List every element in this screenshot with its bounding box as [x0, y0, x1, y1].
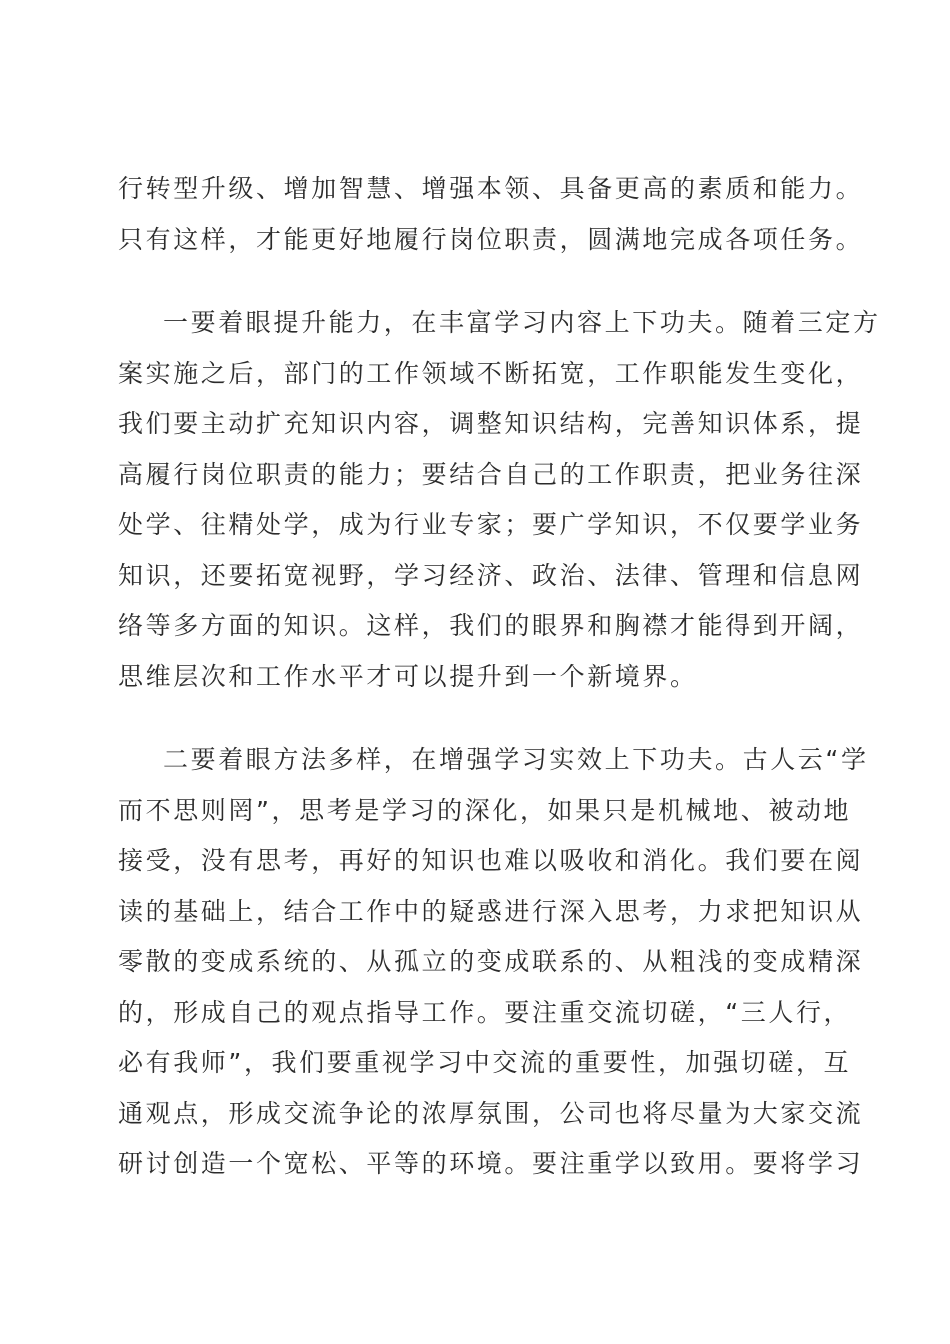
- text-line: 二要着眼方法多样，在增强学习实效上下功夫。古人云“学: [163, 745, 869, 774]
- text-line: 高履行岗位职责的能力；要结合自己的工作职责，把业务往深: [118, 459, 864, 489]
- text-line: 零散的变成系统的、从孤立的变成联系的、从粗浅的变成精深: [118, 947, 864, 976]
- text-line: 络等多方面的知识。这样，我们的眼界和胸襟才能得到开阔，: [118, 611, 864, 640]
- text-line: 处学、往精处学，成为行业专家；要广学知识，不仅要学业务: [118, 510, 864, 539]
- text-line: 思维层次和工作水平才可以提升到一个新境界。: [118, 661, 698, 691]
- text-line: 接受，没有思考，再好的知识也难以吸收和消化。我们要在阅: [118, 846, 864, 875]
- text-line: 研讨创造一个宽松、平等的环境。要注重学以致用。要将学习: [118, 1149, 864, 1178]
- text-line: 只有这样，才能更好地履行岗位职责，圆满地完成各项任务。: [118, 224, 864, 254]
- text-line: 行转型升级、增加智慧、增强本领、具备更高的素质和能力。: [118, 174, 864, 203]
- paragraph-2: [118, 298, 881, 702]
- text-line: 必有我师”，我们要重视学习中交流的重要性，加强切磋，互: [118, 1048, 852, 1077]
- text-line: 的，形成自己的观点指导工作。要注重交流切磋，“三人行，: [118, 997, 852, 1027]
- text-line: 而不思则罔”，思考是学习的深化，如果只是机械地、被动地: [118, 795, 852, 825]
- text-line: 通观点，形成交流争论的浓厚氛围，公司也将尽量为大家交流: [118, 1098, 864, 1128]
- text-line: 案实施之后，部门的工作领域不断拓宽，工作职能发生变化，: [118, 358, 864, 388]
- text-line: 我们要主动扩充知识内容，调整知识结构，完善知识体系，提: [118, 409, 864, 438]
- paragraph-3: [118, 735, 869, 1190]
- paragraph-1: [118, 164, 864, 265]
- text-line: 知识，还要拓宽视野，学习经济、政治、法律、管理和信息网: [118, 560, 864, 590]
- text-line: 读的基础上，结合工作中的疑惑进行深入思考，力求把知识从: [118, 896, 864, 926]
- document-body: [118, 164, 881, 1223]
- text-line: 一要着眼提升能力，在丰富学习内容上下功夫。随着三定方: [163, 308, 881, 337]
